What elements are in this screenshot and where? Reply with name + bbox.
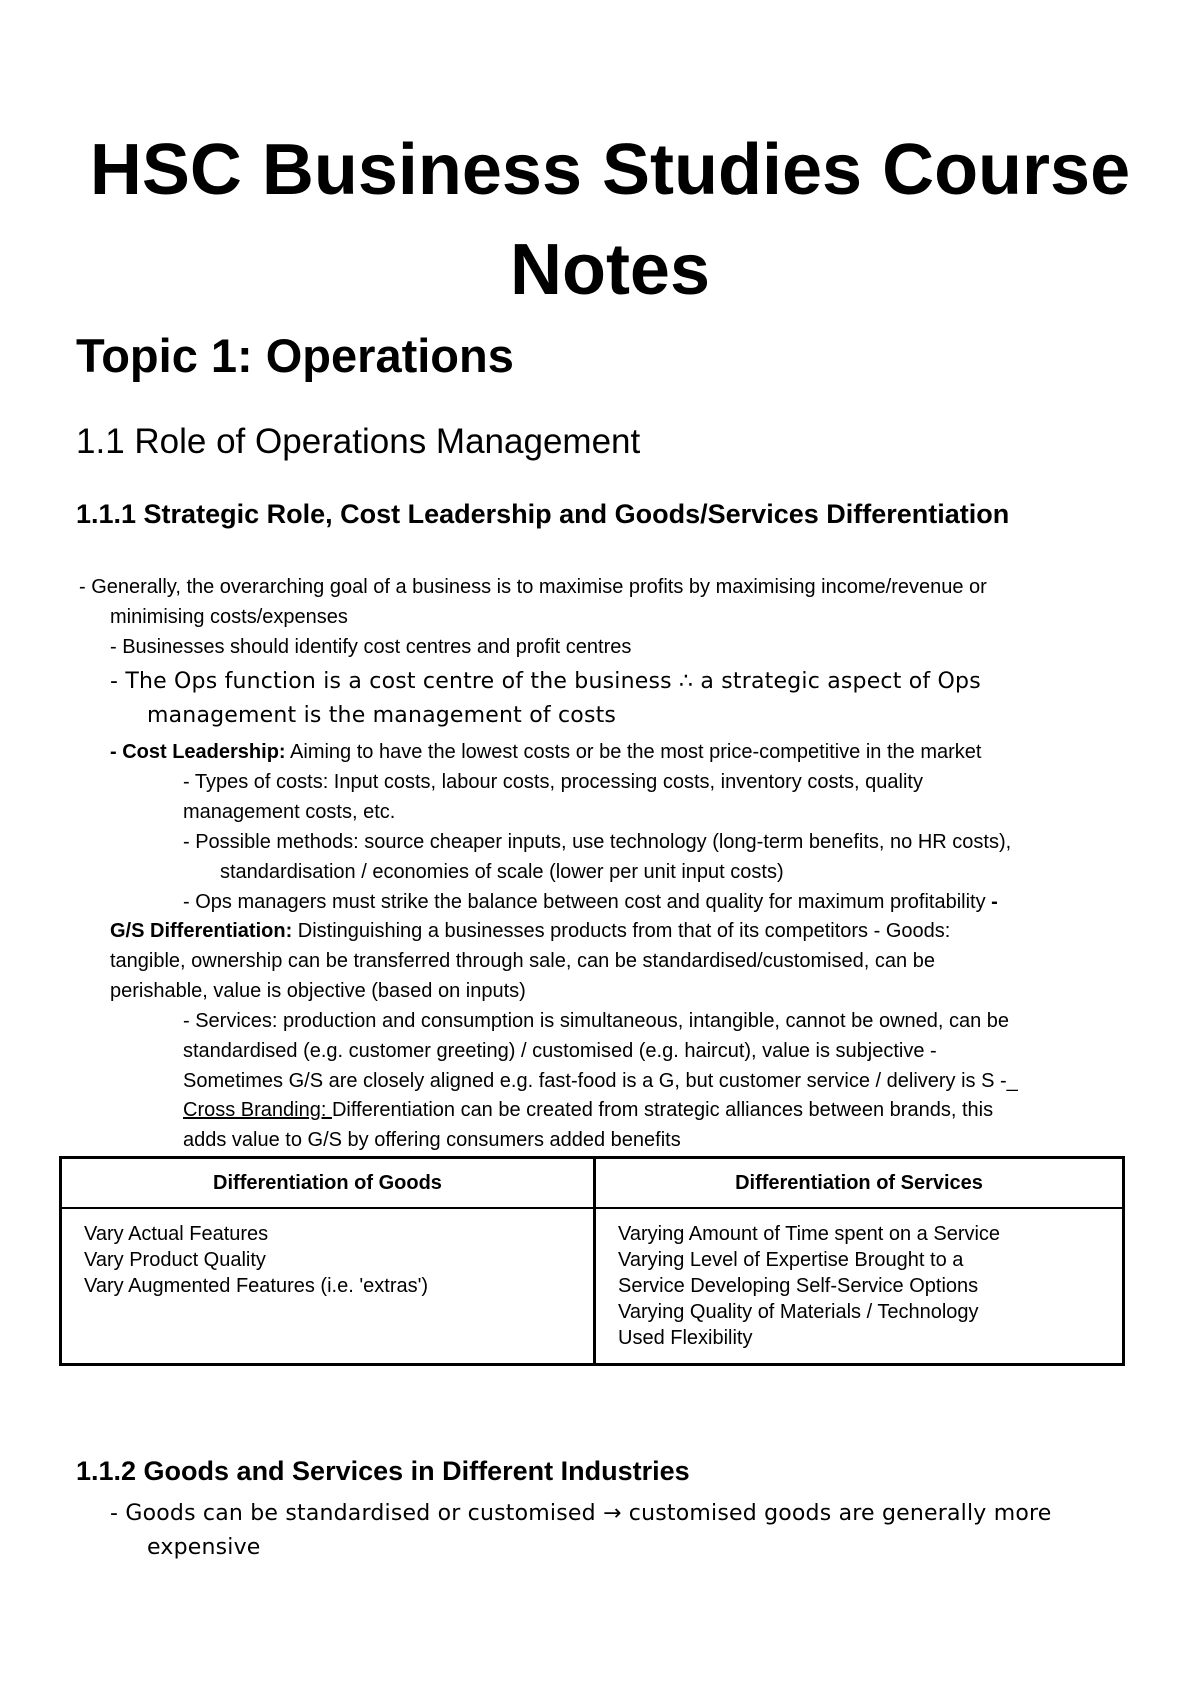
goods-item: Vary Product Quality bbox=[84, 1249, 266, 1271]
text-line: Sometimes G/S are closely aligned e.g. fast-food is a G, but customer service / delivery is S -_ bbox=[183, 1070, 1018, 1092]
text-line: - Businesses should identify cost centres and profit centres bbox=[110, 636, 632, 658]
goods-item: Vary Augmented Features (i.e. 'extras') bbox=[84, 1275, 429, 1297]
title-line-2: Notes bbox=[509, 230, 711, 310]
goods-item: Vary Actual Features bbox=[84, 1223, 269, 1245]
text-line: - Generally, the overarching goal of a business is to maximise profits by maximising income/revenue or bbox=[79, 576, 987, 598]
subsection-heading: 1.1.2 Goods and Services in Different Industries bbox=[76, 1456, 690, 1486]
text-span: - bbox=[985, 891, 998, 913]
document-title bbox=[60, 120, 1160, 320]
title-line-1: HSC Business Studies Course bbox=[89, 130, 1131, 210]
text-span: Aiming to have the lowest costs or be the most price-competitive in the market bbox=[285, 741, 982, 763]
text-line: adds value to G/S by offering consumers added benefits bbox=[183, 1129, 681, 1151]
services-item: Service Developing Self-Service Options bbox=[618, 1275, 979, 1297]
goods-cell bbox=[84, 1221, 428, 1299]
text-line: management is the management of costs bbox=[147, 703, 617, 728]
cross-branding-label: Cross Branding: bbox=[183, 1099, 332, 1121]
text-line: - Types of costs: Input costs, labour costs, processing costs, inventory costs, quality bbox=[183, 771, 923, 793]
text-line: management costs, etc. bbox=[183, 801, 396, 823]
cost-leadership-line bbox=[110, 738, 981, 766]
differentiation-table bbox=[59, 1156, 1125, 1366]
text-line: minimising costs/expenses bbox=[110, 606, 348, 628]
services-item: Used Flexibility bbox=[618, 1327, 753, 1349]
services-item: Varying Level of Expertise Brought to a bbox=[618, 1249, 964, 1271]
table-header-divider bbox=[62, 1207, 1122, 1209]
cost-leadership-label: - Cost Leadership: bbox=[110, 741, 286, 763]
text-line: - Possible methods: source cheaper inputs, use technology (long-term benefits, no HR costs), bbox=[183, 831, 1012, 853]
section-heading: 1.1 Role of Operations Management bbox=[76, 422, 641, 461]
text-line: - Services: production and consumption is simultaneous, intangible, cannot be owned, can be bbox=[183, 1010, 1010, 1032]
services-item: Varying Amount of Time spent on a Service bbox=[618, 1223, 1001, 1245]
table-header-goods: Differentiation of Goods bbox=[213, 1172, 442, 1194]
table-header-services: Differentiation of Services bbox=[735, 1172, 983, 1194]
text-line: expensive bbox=[147, 1535, 261, 1560]
subsection-heading: 1.1.1 Strategic Role, Cost Leadership and Goods/Services Differentiation bbox=[76, 499, 1010, 529]
text-line: tangible, ownership can be transferred through sale, can be standardised/customised, can be bbox=[110, 950, 935, 972]
text-span: Differentiation can be created from strategic alliances between brands, this bbox=[331, 1099, 994, 1121]
services-item: Varying Quality of Materials / Technology bbox=[618, 1301, 979, 1323]
text-span: - Ops managers must strike the balance between cost and quality for maximum profitability bbox=[183, 891, 986, 913]
cross-branding-line bbox=[183, 1096, 993, 1124]
text-span: Distinguishing a businesses products from that of its competitors - Goods: bbox=[292, 920, 951, 942]
gs-differentiation-label: G/S Differentiation: bbox=[110, 920, 293, 942]
text-line bbox=[183, 888, 998, 916]
text-line: - The Ops function is a cost centre of the business ∴ a strategic aspect of Ops bbox=[110, 669, 981, 694]
text-line: standardisation / economies of scale (lower per unit input costs) bbox=[220, 861, 784, 883]
text-line: perishable, value is objective (based on inputs) bbox=[110, 980, 526, 1002]
text-line: - Goods can be standardised or customised → customised goods are generally more bbox=[110, 1501, 1052, 1526]
services-cell bbox=[618, 1221, 1000, 1351]
topic-heading: Topic 1: Operations bbox=[76, 329, 514, 382]
text-line: standardised (e.g. customer greeting) / customised (e.g. haircut), value is subjective - bbox=[183, 1040, 937, 1062]
gs-differentiation-line bbox=[110, 917, 950, 945]
